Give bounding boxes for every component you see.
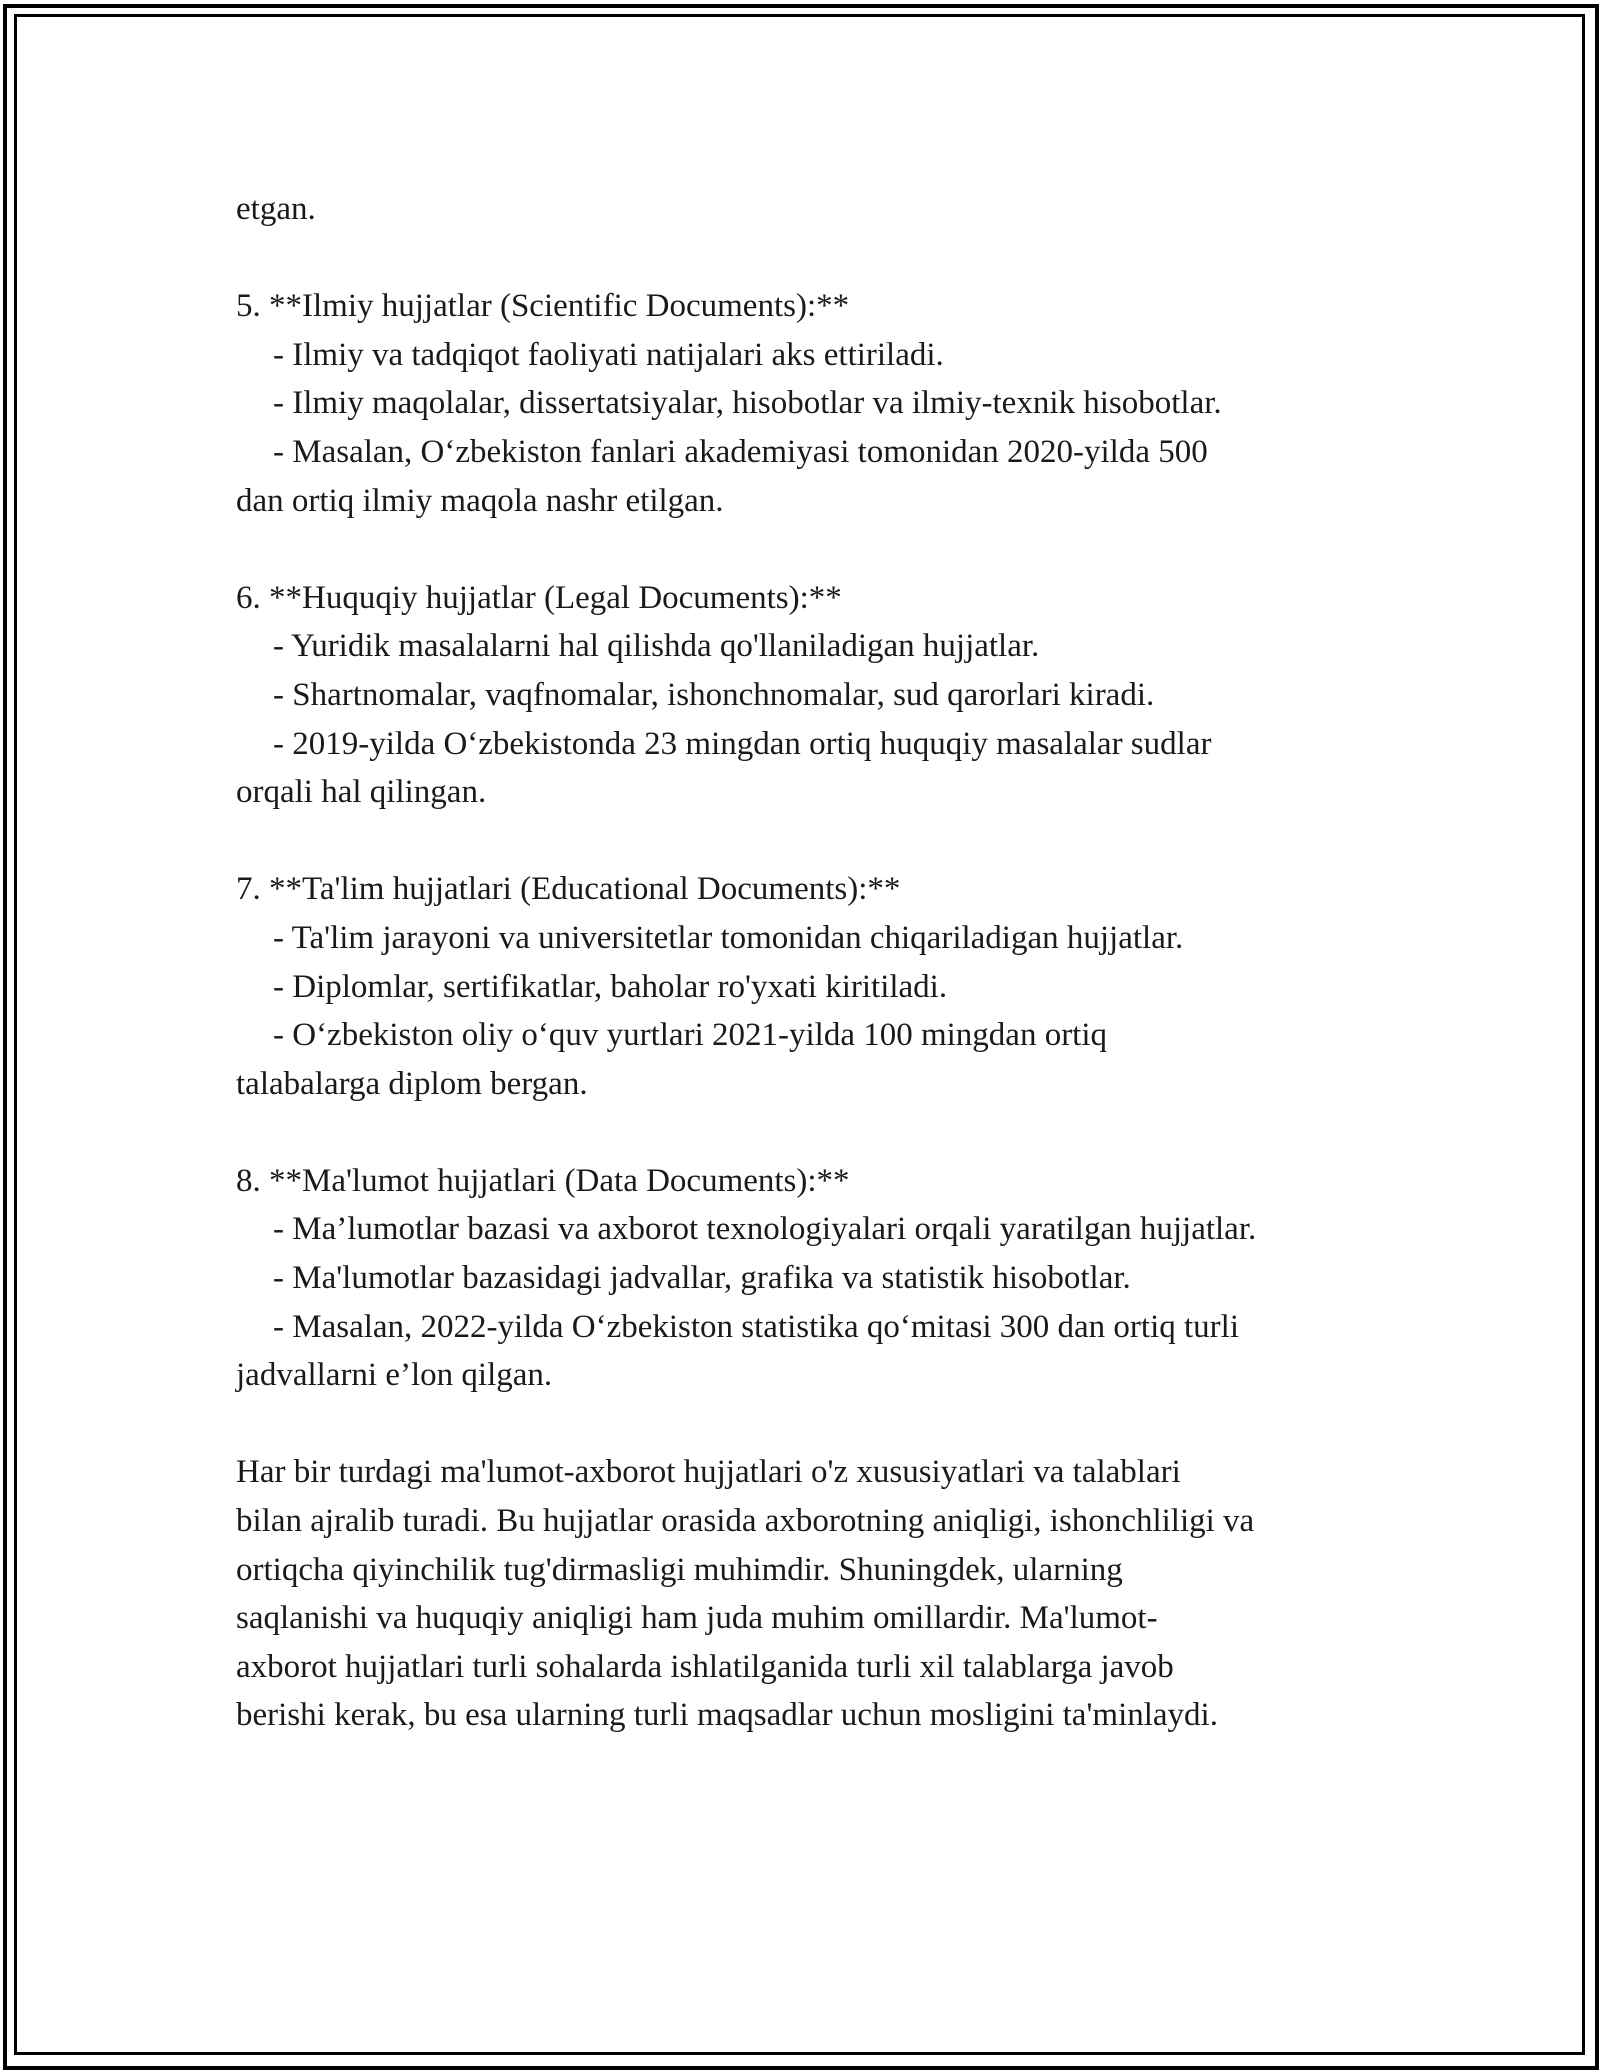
section-heading: 7. **Ta'lim hujjatlari (Educational Documents):** (236, 871, 901, 908)
lead-line: etgan. (236, 191, 316, 227)
bullet-item: - O‘zbekiston oliy o‘quv yurtlari 2021-yilda 100 mingdan ortiq (273, 1017, 1108, 1054)
paragraph-line: saqlanishi va huquqiy aniqligi ham juda muhim omillardir. Ma'lumot- (236, 1600, 1158, 1637)
section-scientific (236, 282, 1396, 525)
bullet-item: - Ilmiy va tadqiqot faoliyati natijalari aks ettiriladi. (273, 336, 944, 373)
section-heading: 6. **Huquqiy hujjatlar (Legal Documents):** (236, 579, 842, 616)
document-body (236, 185, 1396, 1740)
bullet-item: - Masalan, O‘zbekiston fanlari akademiyasi tomonidan 2020-yilda 500 (273, 433, 1208, 470)
bullet-continuation: jadvallarni e’lon qilgan. (236, 1357, 553, 1394)
closing-paragraph (236, 1448, 1396, 1740)
bullet-item: - Masalan, 2022-yilda O‘zbekiston statistika qo‘mitasi 300 dan ortiq turli (273, 1308, 1239, 1345)
paragraph-line: berishi kerak, bu esa ularning turli maqsadlar uchun mosligini ta'minlaydi. (236, 1697, 1218, 1734)
blank-line (236, 817, 1396, 866)
bullet-item: - Shartnomalar, vaqfnomalar, ishonchnomalar, sud qarorlari kiradi. (273, 676, 1155, 713)
bullet-continuation: orqali hal qilingan. (236, 774, 487, 811)
section-legal (236, 574, 1396, 817)
paragraph-line: Har bir turdagi ma'lumot-axborot hujjatlari o'z xususiyatlari va talablari (236, 1454, 1181, 1491)
bullet-item: - Ma'lumotlar bazasidagi jadvallar, grafika va statistik hisobotlar. (273, 1260, 1131, 1297)
blank-line (236, 1108, 1396, 1157)
bullet-item: - Yuridik masalalarni hal qilishda qo'llaniladigan hujjatlar. (273, 628, 1040, 665)
bullet-item: - Diplomlar, sertifikatlar, baholar ro'yxati kiritiladi. (273, 968, 948, 1005)
paragraph-line: ortiqcha qiyinchilik tug'dirmasligi muhimdir. Shuningdek, ularning (236, 1551, 1123, 1588)
bullet-continuation: dan ortiq ilmiy maqola nashr etilgan. (236, 482, 724, 519)
paragraph-line: bilan ajralib turadi. Bu hujjatlar orasida axborotning aniqligi, ishonchliligi va (236, 1503, 1255, 1540)
bullet-item: - Ta'lim jarayoni va universitetlar tomonidan chiqariladigan hujjatlar. (273, 919, 1184, 956)
bullet-continuation: talabalarga diplom bergan. (236, 1065, 588, 1102)
blank-line (236, 525, 1396, 574)
section-heading: 5. **Ilmiy hujjatlar (Scientific Documents):** (236, 288, 850, 325)
bullet-item: - 2019-yilda O‘zbekistonda 23 mingdan ortiq huquqiy masalalar sudlar (273, 725, 1212, 762)
blank-line (236, 234, 1396, 283)
blank-line (236, 1400, 1396, 1449)
section-educational (236, 865, 1396, 1108)
section-data (236, 1157, 1396, 1400)
paragraph-line: axborot hujjatlari turli sohalarda ishlatilganida turli xil talablarga javob (236, 1648, 1174, 1685)
bullet-item: - Ilmiy maqolalar, dissertatsiyalar, hisobotlar va ilmiy-texnik hisobotlar. (273, 385, 1222, 422)
bullet-item: - Ma’lumotlar bazasi va axborot texnologiyalari orqali yaratilgan hujjatlar. (273, 1211, 1257, 1248)
section-heading: 8. **Ma'lumot hujjatlari (Data Documents):** (236, 1162, 850, 1199)
